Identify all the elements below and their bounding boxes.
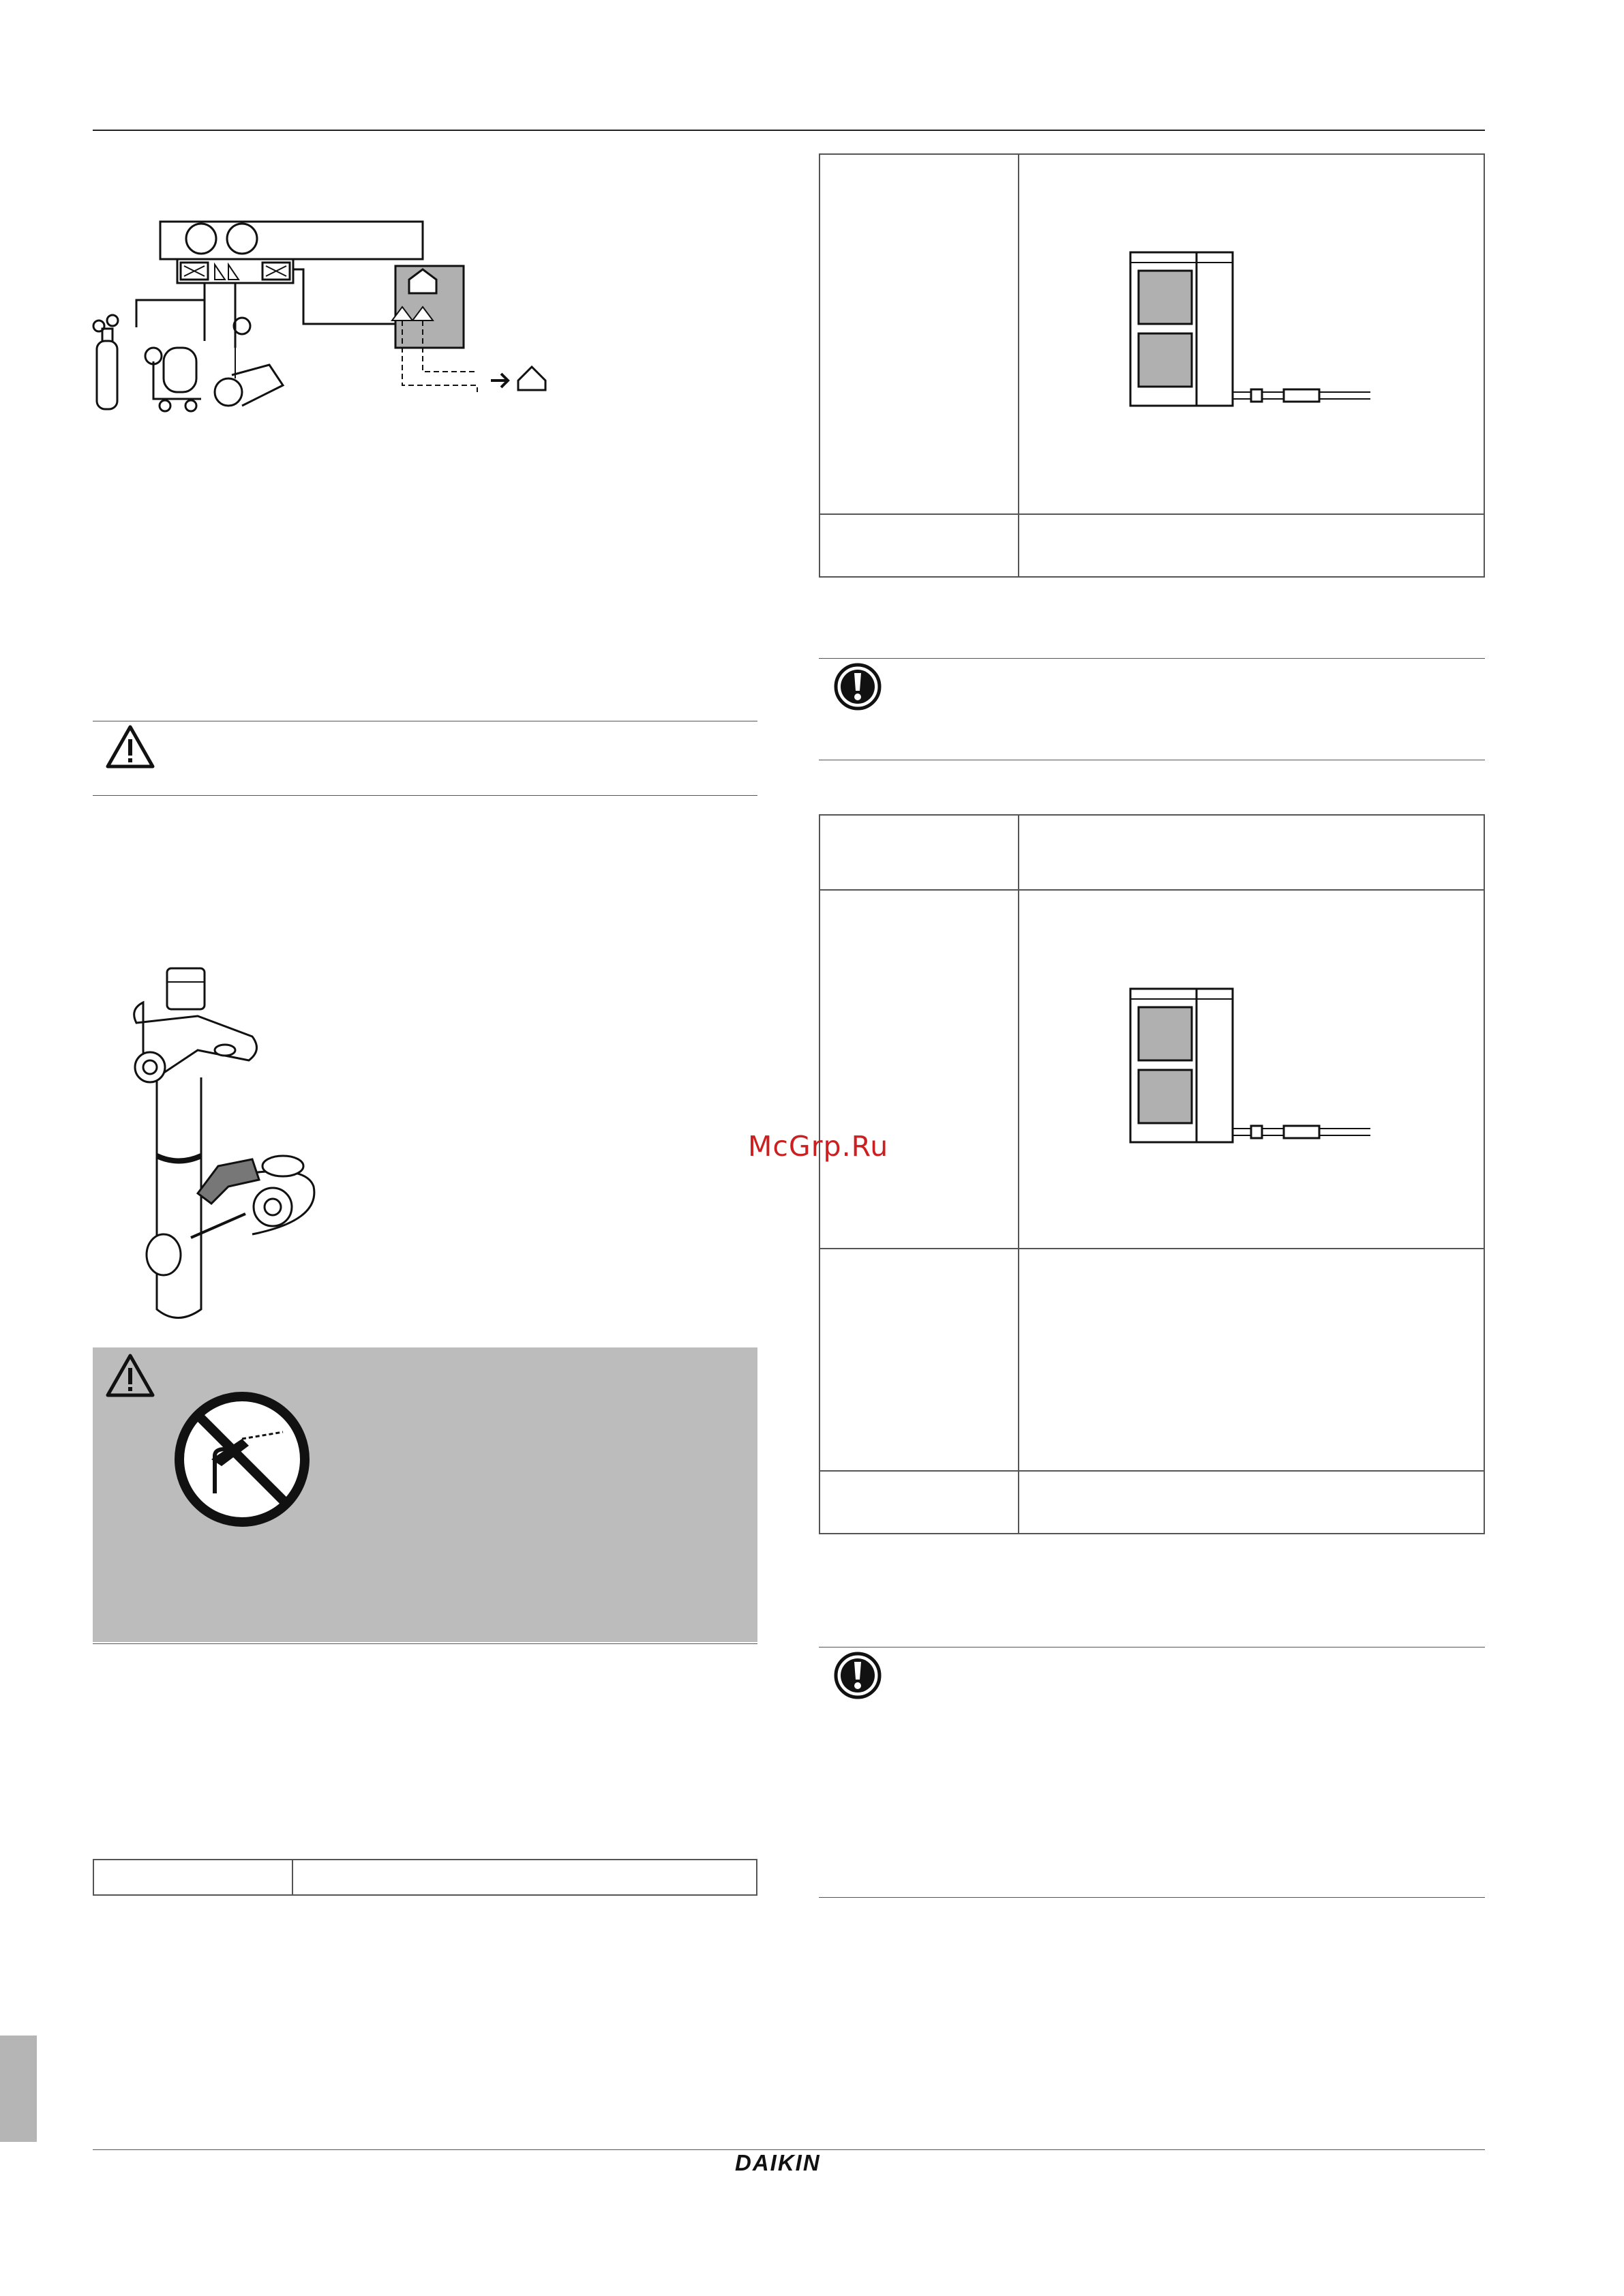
outdoor-unit-illustration [1128, 250, 1387, 407]
unit-table-2-row-rule-2 [819, 1248, 1485, 1249]
exclamation-circle-icon [833, 1651, 882, 1700]
unit-table-2 [819, 814, 1485, 1534]
header-rule [93, 130, 1485, 131]
unit-table-2-divider [1018, 814, 1019, 1534]
unit-table-2-row-rule-3 [819, 1470, 1485, 1472]
warning-panel-bottom-rule [93, 1643, 757, 1644]
parameter-table-divider [292, 1859, 293, 1896]
pipe-cutting-illustration [116, 961, 341, 1330]
chapter-edge-tab [0, 2036, 37, 2142]
unit-table-1-row-rule [819, 513, 1485, 515]
vacuum-pump-diagram [89, 211, 566, 525]
parameter-table [93, 1859, 757, 1896]
exclamation-circle-icon [833, 662, 882, 711]
warning-triangle-icon [105, 1353, 155, 1398]
notice-block-1-top-rule [819, 658, 1485, 659]
warning-triangle-icon [105, 724, 155, 769]
daikin-logo: DAIKIN [735, 2150, 821, 2175]
outdoor-unit-illustration [1128, 987, 1387, 1144]
unit-table-2-row-rule-1 [819, 889, 1485, 891]
notice-block-2-bottom-rule [819, 1897, 1485, 1898]
warning-block-bottom-rule [93, 795, 757, 796]
no-brazing-torch-icon [174, 1391, 310, 1527]
notice-block-2-top-rule [819, 1647, 1485, 1648]
watermark-text: McGrp.Ru [748, 1130, 889, 1163]
